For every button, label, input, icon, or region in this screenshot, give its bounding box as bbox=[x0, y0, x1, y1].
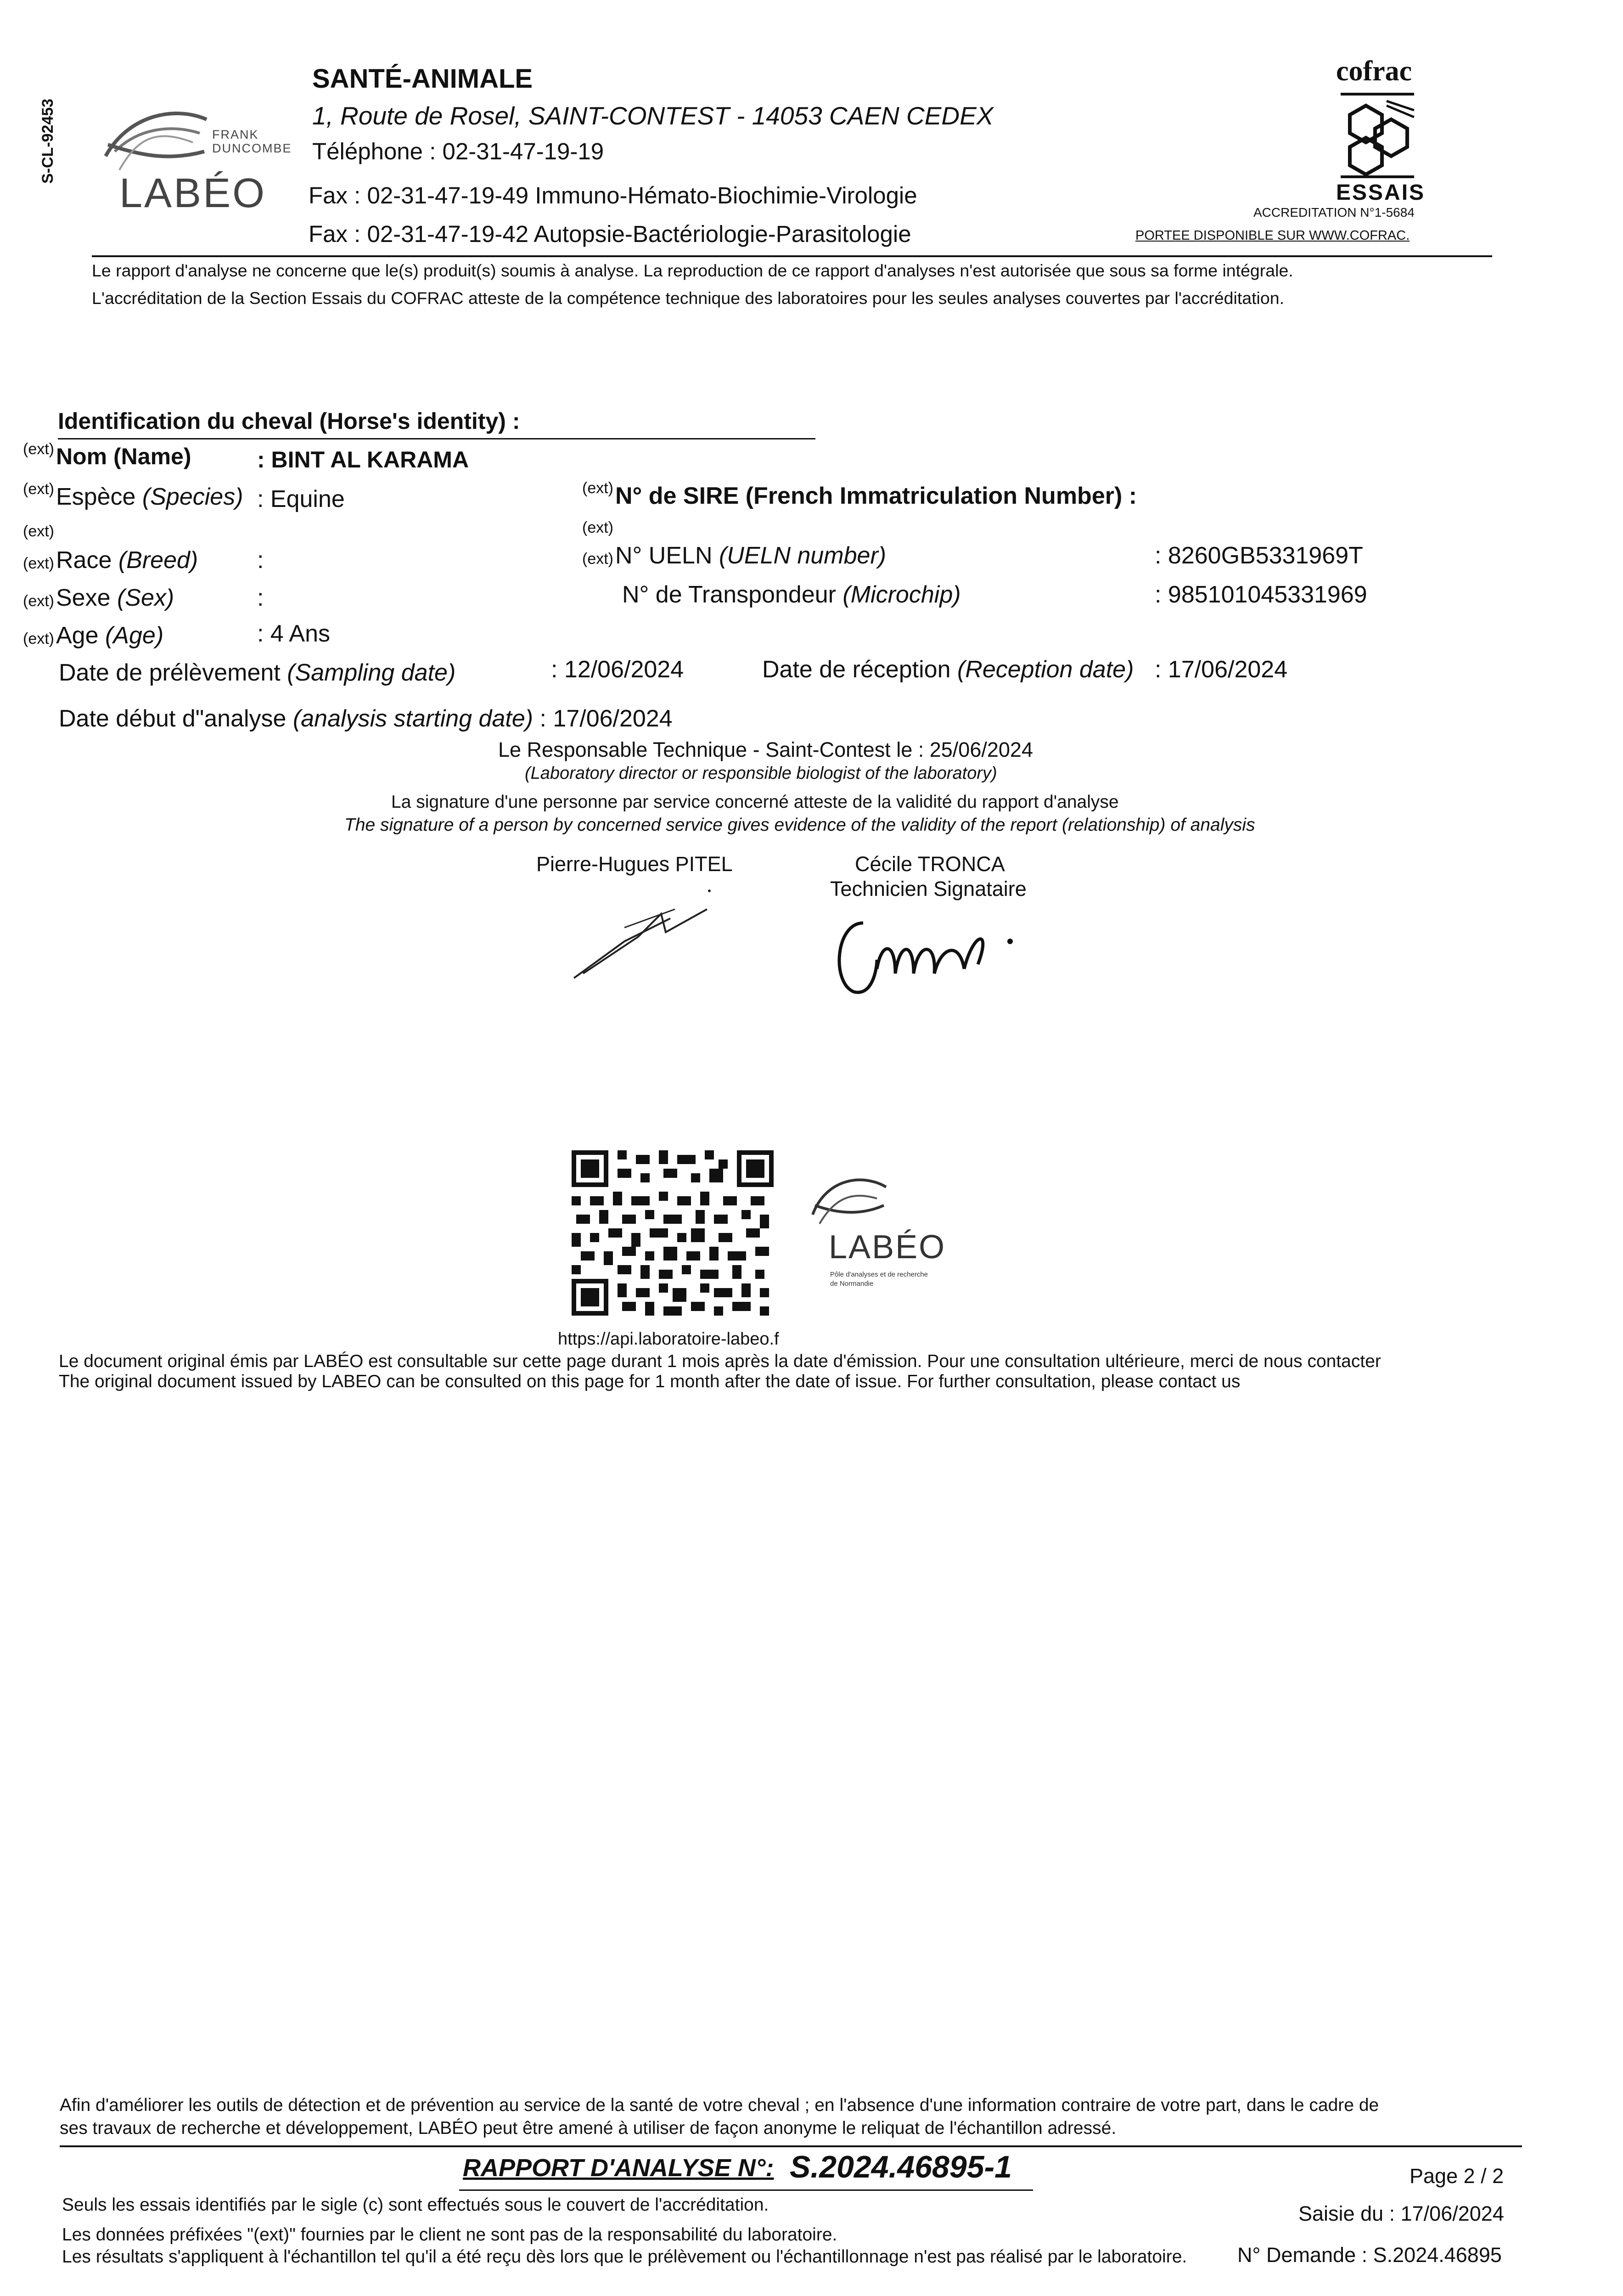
lab-phone: Téléphone : 02-31-47-19-19 bbox=[312, 138, 604, 164]
reception-row bbox=[762, 656, 1134, 683]
espece-value: : Equine bbox=[257, 486, 345, 512]
page-number: Page 2 / 2 bbox=[1410, 2164, 1504, 2188]
dept-title: SANTÉ-ANIMALE bbox=[312, 64, 533, 94]
ext-tag: (ext) bbox=[582, 479, 613, 497]
footer-note-2: Les données préfixées "(ext)" fournies par le client ne sont pas de la responsabilité du laboratoire. bbox=[62, 2225, 837, 2245]
debut-en: (analysis starting date) bbox=[292, 705, 534, 732]
sexe-en: (Sex) bbox=[117, 585, 174, 611]
ext-tag: (ext) bbox=[582, 519, 613, 536]
ext-tag: (ext) bbox=[23, 480, 54, 498]
disclaimer-2: L'accréditation de la Section Essais du COFRAC atteste de la compétence technique des laboratoires pour les seules analyses couvertes par l'accréditation. bbox=[92, 288, 1284, 308]
footer-rule bbox=[60, 2145, 1522, 2147]
transp-row bbox=[622, 581, 961, 608]
reception-label: Date de réception bbox=[762, 656, 951, 683]
prelev-value: : 12/06/2024 bbox=[551, 656, 684, 683]
prelev-label: Date de prélèvement bbox=[59, 659, 281, 686]
logo-small-text-2: DUNCOMBE bbox=[212, 141, 292, 155]
lab-address: 1, Route de Rosel, SAINT-CONTEST - 14053 CAEN CEDEX bbox=[312, 101, 994, 130]
identity-title: Identification du cheval (Horse's identity) : bbox=[58, 408, 520, 434]
race-en: (Breed) bbox=[118, 547, 198, 574]
footer-improve-1: Afin d'améliorer les outils de détection et de prévention au service de la santé de votre cheval ; en l'absence d'une information contraire de votre part, dans le cadre de bbox=[60, 2095, 1379, 2115]
age-en: (Age) bbox=[105, 622, 164, 649]
age-value: : 4 Ans bbox=[257, 620, 330, 647]
responsable-line-en: (Laboratory director or responsible biologist of the laboratory) bbox=[525, 764, 997, 783]
ext-tag: (ext) bbox=[23, 440, 54, 458]
sire-row bbox=[582, 479, 1137, 510]
cofrac-hexagon-icon bbox=[1336, 92, 1419, 179]
saisie-date: Saisie du : 17/06/2024 bbox=[1298, 2202, 1504, 2225]
qr-note-en: The original document issued by LABEO can be consulted on this page for 1 month after the date of issue. For further consultation, please contact us bbox=[59, 1372, 1241, 1391]
ueln-label: N° UELN bbox=[615, 542, 713, 569]
ext-tag: (ext) bbox=[23, 523, 54, 540]
footer-rule-2 bbox=[459, 2189, 1033, 2191]
sire-label: N° de SIRE (French Immatriculation Number) : bbox=[615, 483, 1137, 509]
lab-fax-1: Fax : 02-31-47-19-49 Immuno-Hémato-Biochimie-Virologie bbox=[309, 182, 917, 208]
cofrac-essais: ESSAIS bbox=[1336, 180, 1426, 205]
ext-tag: (ext) bbox=[582, 550, 613, 568]
signer-1-name: Pierre-Hugues PITEL bbox=[536, 852, 733, 876]
nom-row bbox=[23, 440, 191, 470]
prelev-row bbox=[59, 659, 455, 687]
labeo-logo bbox=[101, 101, 298, 220]
signer-2-name: Cécile TRONCA bbox=[855, 852, 1005, 876]
signature-note-en: The signature of a person by concerned service gives evidence of the validity of the report (relationship) of analysis bbox=[344, 815, 1255, 835]
header-rule bbox=[92, 255, 1492, 257]
signature-2 bbox=[826, 914, 1038, 1015]
footer-improve-2: ses travaux de recherche et développement, LABÉO peut être amené à utiliser de façon anonyme le reliquat de l'échantillon adressé. bbox=[60, 2118, 1117, 2138]
espece-row bbox=[23, 480, 243, 511]
ext-tag: (ext) bbox=[23, 555, 54, 572]
espece-en: (Species) bbox=[142, 484, 243, 510]
logo-name: LABÉO bbox=[119, 170, 267, 216]
ueln-value: : 8260GB5331969T bbox=[1155, 542, 1363, 569]
sexe-colon: : bbox=[257, 585, 264, 611]
side-code: S-CL-92453 bbox=[39, 98, 56, 184]
debut-value: : 17/06/2024 bbox=[539, 705, 673, 732]
age-label: Age bbox=[56, 622, 99, 649]
signature-note-fr: La signature d'une personne par service concerné atteste de la validité du rapport d'analyse bbox=[391, 792, 1119, 812]
cofrac-accreditation: ACCREDITATION N°1-5684 bbox=[1253, 205, 1415, 219]
responsable-line: Le Responsable Technique - Saint-Contest le : 25/06/2024 bbox=[498, 738, 1033, 761]
ueln-row bbox=[582, 542, 886, 569]
qr-url[interactable]: https://api.laboratoire-labeo.f bbox=[558, 1329, 779, 1349]
race-colon: : bbox=[257, 547, 264, 574]
reception-value: : 17/06/2024 bbox=[1155, 656, 1288, 683]
cofrac-brand: cofrac bbox=[1336, 56, 1412, 87]
lab-fax-2: Fax : 02-31-47-19-42 Autopsie-Bactériologie-Parasitologie bbox=[309, 221, 911, 247]
nom-value: : BINT AL KARAMA bbox=[257, 447, 469, 473]
footer-note-1: Seuls les essais identifiés par le sigle (c) sont effectués sous le couvert de l'accréditation. bbox=[62, 2195, 769, 2215]
espece-label: Espèce bbox=[56, 484, 136, 510]
prelev-en: (Sampling date) bbox=[287, 659, 456, 686]
transp-value: : 985101045331969 bbox=[1155, 581, 1367, 608]
signer-2-title: Technicien Signataire bbox=[830, 877, 1027, 900]
sexe-label: Sexe bbox=[56, 585, 111, 611]
ext-tag: (ext) bbox=[23, 592, 54, 610]
footer-note-3: Les résultats s'appliquent à l'échantillon tel qu'il a été reçu dès lors que le prélèvement ou l'échantillonnage n'est pas réalisé par le laboratoire. bbox=[62, 2247, 1187, 2267]
sexe-row bbox=[23, 584, 174, 612]
debut-row bbox=[59, 705, 673, 732]
labeo-small-tag-2: de Normandie bbox=[830, 1280, 874, 1288]
qr-code bbox=[572, 1150, 774, 1316]
labeo-logo-small bbox=[808, 1169, 964, 1306]
ext-tag: (ext) bbox=[23, 630, 54, 647]
cofrac-portee: PORTEE DISPONIBLE SUR WWW.COFRAC. bbox=[1135, 228, 1410, 243]
transp-en: (Microchip) bbox=[842, 581, 961, 608]
reception-en: (Reception date) bbox=[957, 656, 1134, 683]
labeo-swoosh-icon bbox=[808, 1169, 891, 1233]
transp-label: N° de Transpondeur bbox=[622, 581, 836, 608]
labeo-small-name: LABÉO bbox=[829, 1229, 946, 1266]
signature-1 bbox=[569, 882, 721, 983]
rapport-label: RAPPORT D'ANALYSE N°: bbox=[463, 2154, 774, 2182]
logo-small-text-1: FRANK bbox=[212, 128, 259, 141]
nom-label: Nom (Name) bbox=[56, 444, 191, 469]
demande-number: N° Demande : S.2024.46895 bbox=[1237, 2243, 1502, 2267]
disclaimer-1: Le rapport d'analyse ne concerne que le(s) produit(s) soumis à analyse. La reproduction de ce rapport d'analyses n'est autorisée que sous sa forme intégrale. bbox=[92, 261, 1293, 280]
race-row bbox=[23, 546, 198, 574]
race-label: Race bbox=[56, 547, 112, 574]
rapport-number: S.2024.46895-1 bbox=[790, 2150, 1012, 2184]
identity-title-rule bbox=[58, 438, 815, 439]
labeo-small-tag-1: Pôle d'analyses et de recherche bbox=[830, 1271, 928, 1278]
debut-label: Date début d"analyse bbox=[59, 705, 286, 732]
ueln-en: (UELN number) bbox=[719, 542, 887, 569]
qr-note-fr: Le document original émis par LABÉO est consultable sur cette page durant 1 mois après la date d'émission. Pour une consultation ultérieure, merci de nous contacter bbox=[59, 1351, 1381, 1371]
age-row bbox=[23, 622, 163, 649]
